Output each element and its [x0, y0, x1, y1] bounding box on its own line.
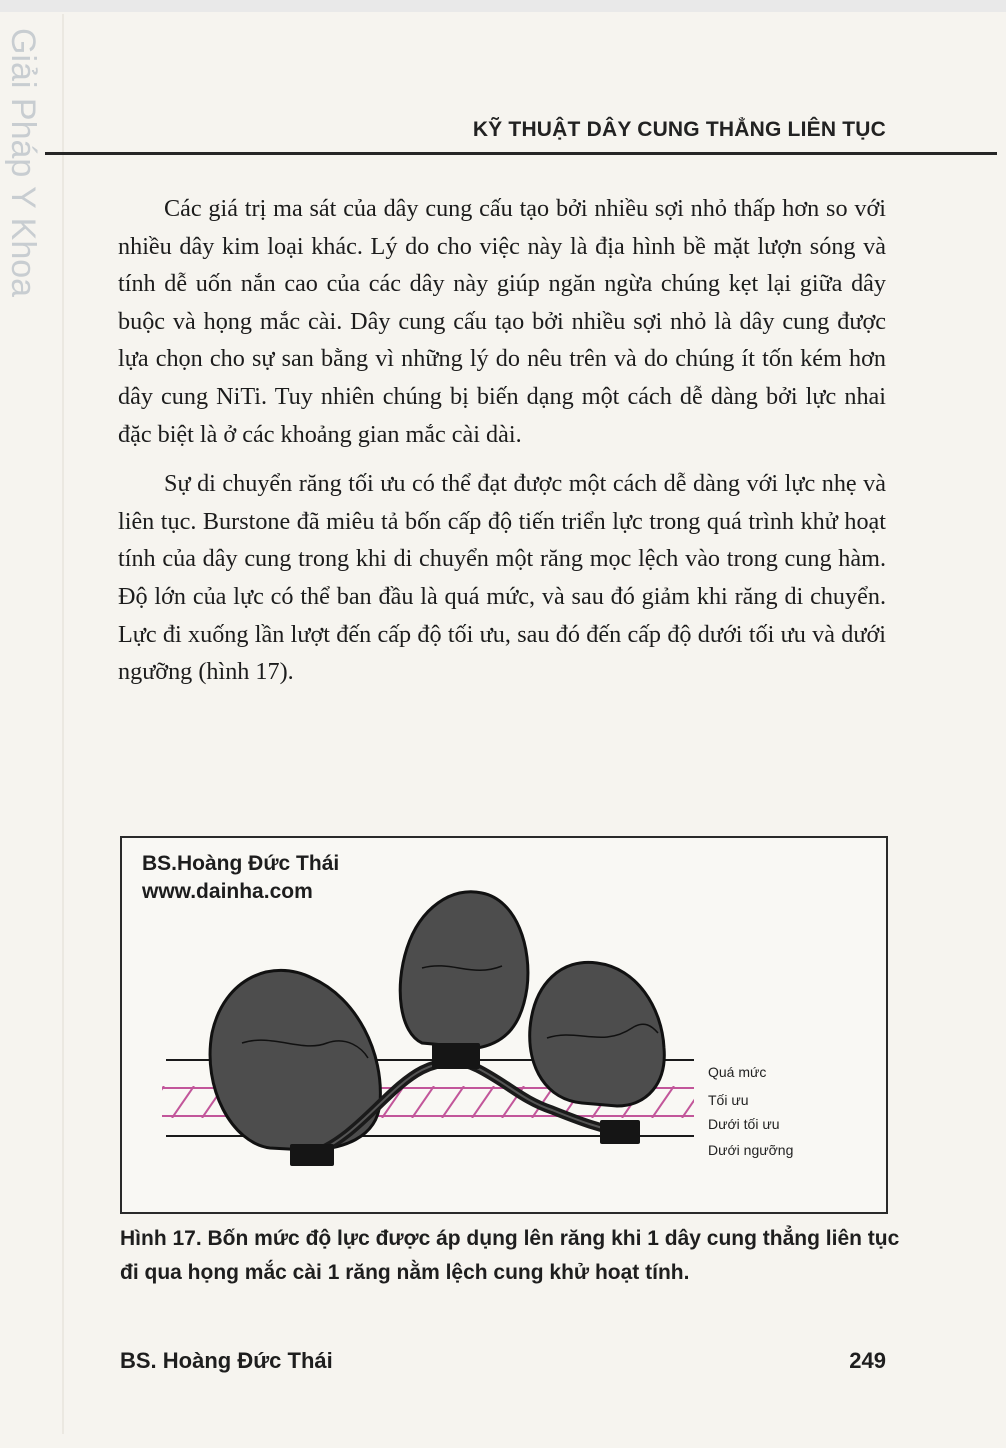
middle-tooth [400, 892, 528, 1048]
band-hatch-line [652, 1086, 674, 1118]
footer-author: BS. Hoàng Đức Thái [120, 1348, 333, 1373]
band-hatch-line [412, 1086, 434, 1118]
right-bracket [600, 1120, 640, 1144]
top-bar [0, 0, 1006, 12]
figure-17 [120, 836, 888, 1214]
figure-credit [142, 850, 339, 906]
level-label-optimal: Tối ưu [708, 1092, 749, 1108]
band-hatch-line [172, 1086, 194, 1118]
right-tooth [530, 962, 665, 1106]
band-hatch-line [142, 1086, 164, 1118]
paragraph-1: Các giá trị ma sát của dây cung cấu tạo bởi nhiều sợi nhỏ thấp hơn so với nhiều dây kim loại khác. Lý do cho việc này là địa hình bề mặt lượn sóng và tính dễ uốn nắn cao của các dây này giúp ngăn ngừa chúng kẹt lại giữa dây buộc và họng mắc cài. Dây cung cấu tạo bởi nhiều sợi nhỏ là dây cung được lựa chọn cho sự san bằng vì những lý do nêu trên và do chúng ít tốn kém hơn dây cung NiTi. Tuy nhiên chúng bị biến dạng một cách dễ dàng bởi lực nhai đặc biệt là ở các khoảng gian mắc cài dài. [118, 195, 886, 448]
body-text [118, 190, 886, 691]
running-header: KỸ THUẬT DÂY CUNG THẲNG LIÊN TỤC [472, 118, 886, 141]
band-hatch-line [442, 1086, 464, 1118]
paragraph-2: Sự di chuyển răng tối ưu có thể đạt được một cách dễ dàng với lực nhẹ và liên tục. Burstone đã miêu tả bốn cấp độ tiến triển lực trong quá trình khử hoạt tính của dây cung trong khi di chuyển một răng mọc lệch vào trong cung hàm. Độ lớn của lực có thể ban đầu là quá mức, và sau đó giảm khi răng di chuyển. Lực đi xuống lần lượt đến cấp độ tối ưu, sau đó đến cấp độ dưới tối ưu và dưới ngưỡng (hình 17). [118, 470, 886, 686]
level-label-excessive: Quá mức [708, 1064, 767, 1080]
page-edge [62, 14, 64, 1434]
left-bracket [290, 1144, 334, 1166]
figure-caption: Hình 17. Bốn mức độ lực được áp dụng lên răng khi 1 dây cung thẳng liên tục đi qua họng mắc cài 1 răng nằm lệch cung khử hoạt tính. [120, 1227, 900, 1284]
credit-website: www.dainha.com [142, 880, 313, 903]
level-label-suboptimal: Dưới tối ưu [708, 1116, 780, 1132]
page-number: 249 [849, 1348, 886, 1373]
credit-name: BS.Hoàng Đức Thái [142, 852, 340, 875]
middle-bracket [432, 1043, 480, 1069]
watermark: Giải Pháp Y Khoa [4, 28, 42, 298]
level-label-subthreshold: Dưới ngưỡng [708, 1142, 794, 1158]
header-rule [45, 152, 997, 155]
band-hatch-line [472, 1086, 494, 1118]
band-hatch-line [682, 1086, 704, 1118]
